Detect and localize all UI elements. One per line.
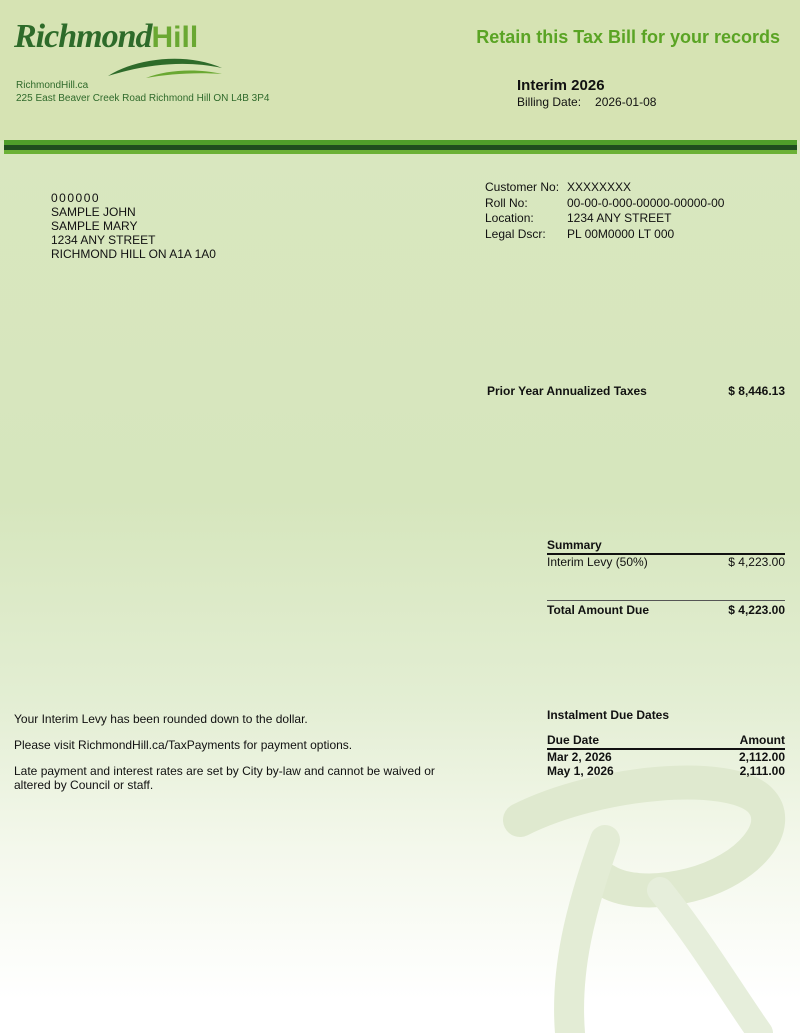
customer-label: Customer No: — [485, 180, 560, 194]
municipal-contact — [16, 79, 269, 105]
levy-label: Interim Levy (50%) — [547, 555, 648, 569]
bill-title: Interim 2026 — [517, 77, 605, 94]
instalment-title: Instalment Due Dates — [547, 708, 670, 722]
customer-value: XXXXXXXX — [567, 180, 632, 194]
prior-year-value: $ 8,446.13 — [728, 384, 785, 398]
municipal-address: 225 East Beaver Creek Road Richmond Hill ON L4B 3P4 — [16, 93, 270, 104]
roll-label: Roll No: — [485, 195, 528, 210]
mailing-line: SAMPLE MARY — [51, 219, 138, 233]
location-row — [485, 211, 724, 227]
logo-word-hill: Hill — [151, 21, 199, 54]
location-value: 1234 ANY STREET — [567, 211, 672, 225]
billing-date-label: Billing Date: — [517, 95, 582, 109]
col-due-date: Due Date — [547, 733, 600, 747]
logo-swoosh-icon — [106, 54, 224, 80]
prior-year-taxes — [487, 384, 785, 398]
bill-notes — [14, 712, 464, 804]
note-late-payment: Late payment and interest rates are set by City by-law and cannot be waived or altered by Council or staff. — [14, 764, 435, 792]
instalment-amount: 2,112.00 — [738, 750, 785, 764]
mailing-line: RICHMOND HILL ON A1A 1A0 — [51, 247, 216, 261]
location-label: Location: — [485, 211, 534, 225]
instalment-row — [547, 764, 785, 778]
header-divider-accent — [4, 150, 797, 154]
logo-word-richmond: Richmond — [14, 18, 152, 55]
summary-table — [547, 538, 785, 617]
total-label: Total Amount Due — [547, 603, 649, 617]
legal-label: Legal Dscr: — [485, 226, 546, 241]
instalment-row — [547, 750, 785, 764]
total-value: $ 4,223.00 — [728, 603, 785, 617]
total-row — [547, 600, 785, 617]
retain-notice: Retain this Tax Bill for your records — [476, 27, 780, 47]
instalment-amount: 2,111.00 — [739, 764, 785, 778]
mailing-code: 000000 — [51, 191, 101, 205]
customer-row — [485, 180, 724, 196]
richmond-hill-logo — [14, 18, 224, 80]
note-payment-options: Please visit RichmondHill.ca/TaxPayments for payment options. — [14, 738, 353, 752]
mailing-address — [51, 191, 216, 261]
account-info — [485, 180, 724, 242]
prior-year-label: Prior Year Annualized Taxes — [487, 384, 647, 398]
mailing-line: SAMPLE JOHN — [51, 205, 136, 219]
legal-row — [485, 227, 724, 243]
col-amount: Amount — [739, 733, 785, 747]
levy-value: $ 4,223.00 — [728, 555, 785, 569]
instalment-date: May 1, 2026 — [547, 764, 614, 778]
roll-value: 00-00-0-000-00000-00000-00 — [567, 195, 725, 210]
note-rounding: Your Interim Levy has been rounded down to the dollar. — [14, 712, 308, 726]
roll-row — [485, 196, 724, 212]
billing-date-value: 2026-01-08 — [595, 95, 657, 109]
summary-heading: Summary — [547, 538, 785, 555]
legal-value: PL 00M0000 LT 000 — [567, 226, 675, 241]
mailing-line: 1234 ANY STREET — [51, 233, 156, 247]
billing-date — [517, 95, 656, 109]
instalment-date: Mar 2, 2026 — [547, 750, 612, 764]
website-link[interactable]: RichmondHill.ca — [16, 80, 89, 91]
levy-row — [547, 555, 785, 569]
instalment-header — [547, 733, 785, 750]
instalment-table — [547, 708, 785, 778]
